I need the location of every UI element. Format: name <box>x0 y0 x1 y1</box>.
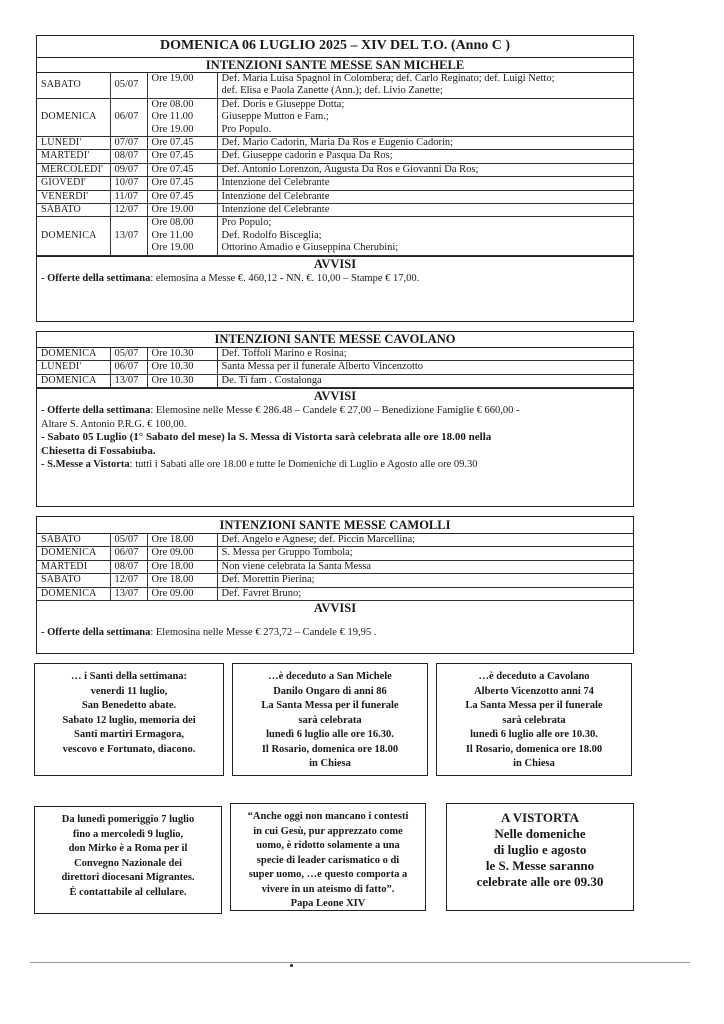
table-row <box>37 534 633 547</box>
day-label: LUNEDI' <box>41 361 82 373</box>
time-label: Ore 19.00 <box>151 123 194 135</box>
camolli-title: INTENZIONI SANTE MESSE CAMOLLI <box>37 517 633 534</box>
time-label: Ore 19.00 <box>151 242 194 254</box>
card-line: specie di leader carismatico o di <box>256 854 400 866</box>
card-line: È contattabile al cellulare. <box>69 886 187 898</box>
day-label: DOMENICA <box>41 374 97 386</box>
table-row <box>37 98 633 136</box>
date-label: 12/07 <box>114 204 139 216</box>
intention-label: Intenzione del Celebrante <box>221 177 330 189</box>
vistorta-label: - S.Messe a Vistorta <box>41 459 130 471</box>
day-label: SABATO <box>41 574 81 586</box>
camolli-section <box>36 516 634 654</box>
san-michele-avvisi-title: AVVISI <box>37 256 633 272</box>
offerte-text: : elemosina a Messe €. 460,12 - NN. €. 10,00 – Stampe € 17,00. <box>150 272 420 284</box>
time-label: Ore 18.00 <box>151 574 194 586</box>
table-row <box>37 587 633 600</box>
card-line: venerdì 11 luglio, <box>90 685 168 697</box>
card-line: “Anche oggi non mancano i contesti <box>247 811 409 822</box>
sabato-notice-2: Chiesetta di Fossabiuba. <box>41 444 156 457</box>
date-cell <box>110 163 147 176</box>
cavolano-avvisi-title: AVVISI <box>37 388 633 404</box>
time-cell <box>147 560 217 573</box>
day-label: MARTEDI <box>41 560 88 572</box>
time-cell <box>147 137 217 150</box>
date-label: 11/07 <box>114 190 139 202</box>
offerte-label: - Offerte della settimana <box>41 627 151 639</box>
date-cell <box>110 73 147 98</box>
date-cell <box>110 361 147 374</box>
intention-cell <box>217 204 633 217</box>
time-label: Ore 07.45 <box>151 177 194 189</box>
sabato-notice-1: - Sabato 05 Luglio (1° Sabato del mese) la S. Messa di Vistorta sarà celebrata alle ore 18.00 nella <box>41 431 492 444</box>
date-label: 06/07 <box>114 547 139 559</box>
time-cell <box>147 374 217 387</box>
offerte-text: : Elemosina nelle Messe € 273,72 – Candele € 19,95 . <box>150 627 377 639</box>
intention-cell <box>217 374 633 387</box>
time-label: Ore 07.45 <box>151 190 194 202</box>
table-row <box>37 560 633 573</box>
time-cell <box>147 547 217 560</box>
intention-label: Def. Giuseppe cadorin e Pasqua Da Ros; <box>221 150 393 162</box>
card-line: A VISTORTA <box>501 810 579 825</box>
date-label: 10/07 <box>114 177 139 189</box>
day-cell <box>37 587 110 600</box>
table-row <box>37 217 633 255</box>
time-cell <box>147 361 217 374</box>
date-cell <box>110 574 147 587</box>
card-line: Da lunedì pomeriggio 7 luglio <box>61 814 195 825</box>
card-line: La Santa Messa per il funerale <box>465 700 603 711</box>
time-cell <box>147 217 217 255</box>
day-cell <box>37 163 110 176</box>
intention-label: Def. Doris e Giuseppe Dotta; <box>221 98 345 110</box>
card-line: San Benedetto abate. <box>81 700 177 711</box>
card-line: … i Santi della settimana: <box>70 671 188 682</box>
card-line: Papa Leone XIV <box>290 898 366 909</box>
time-cell <box>147 150 217 163</box>
date-cell <box>110 137 147 150</box>
day-cell <box>37 217 110 255</box>
intention-label: Pro Populo. <box>221 123 272 135</box>
card-line: vescovo e Fortunato, diacono. <box>62 743 196 755</box>
table-row <box>37 574 633 587</box>
table-row <box>37 163 633 176</box>
card-line: di luglio e agosto <box>493 842 587 857</box>
vistorta-text: : tutti i Sabati alle ore 18.00 e tutte le Domeniche di Luglio e Agosto alle ore 09.30 <box>129 459 478 471</box>
offerte-label: - Offerte della settimana <box>41 272 151 284</box>
time-label: Ore 09.00 <box>151 547 194 559</box>
cavolano-offerte <box>37 404 633 472</box>
day-cell <box>37 137 110 150</box>
intention-cell <box>217 137 633 150</box>
intention-cell <box>217 560 633 573</box>
intention-label: S. Messa per Gruppo Tombola; <box>221 547 353 559</box>
table-row <box>37 348 633 361</box>
intention-label: Def. Maria Luisa Spagnol in Colombera; def. Carlo Reginato; def. Luigi Netto; <box>221 73 555 84</box>
card-line: Sabato 12 luglio, memoria dei <box>62 714 196 726</box>
table-row <box>37 190 633 203</box>
day-label: VENERDI' <box>41 190 89 202</box>
date-cell <box>110 177 147 190</box>
vistorta-card <box>446 803 634 911</box>
time-label: Ore 07.45 <box>151 137 194 149</box>
time-label: Ore 11.00 <box>151 111 194 123</box>
date-label: 05/07 <box>114 534 139 545</box>
intention-label: Def. Angelo e Agnese; def. Piccin Marcellina; <box>221 534 416 545</box>
intention-cell <box>217 547 633 560</box>
day-label: DOMENICA <box>41 229 97 241</box>
date-label: 05/07 <box>114 348 139 359</box>
time-label: Ore 08.00 <box>151 98 194 110</box>
cavolano-title: INTENZIONI SANTE MESSE CAVOLANO <box>37 332 633 348</box>
day-cell <box>37 534 110 547</box>
card-line: in cui Gesù, pur apprezzato come <box>253 825 403 837</box>
citazione-card <box>230 803 426 911</box>
day-cell <box>37 73 110 98</box>
card-line: …è deceduto a Cavolano <box>478 671 590 682</box>
date-cell <box>110 98 147 136</box>
card-line: Danilo Ongaro di anni 86 <box>273 685 387 697</box>
day-cell <box>37 150 110 163</box>
time-label: Ore 09.00 <box>151 587 194 599</box>
time-cell <box>147 574 217 587</box>
time-cell <box>147 190 217 203</box>
day-label: SABATO <box>41 204 81 216</box>
card-line: fino a mercoledì 9 luglio, <box>72 828 184 840</box>
card-line: Il Rosario, domenica ore 18.00 <box>261 743 399 755</box>
day-label: DOMENICA <box>41 587 97 599</box>
card-line: super uomo, …e questo comporta a <box>248 869 408 880</box>
intention-cell <box>217 73 633 98</box>
intention-label: Def. Mario Cadorin, Maria Da Ros e Eugenio Cadorin; <box>221 137 454 149</box>
day-label: MARTEDI' <box>41 150 90 162</box>
decesso-san-michele-card <box>232 663 428 776</box>
day-cell <box>37 374 110 387</box>
time-cell <box>147 98 217 136</box>
intention-label: Def. Antonio Lorenzon, Augusta Da Ros e Giovanni Da Ros; <box>221 163 479 175</box>
intention-label: Non viene celebrata la Santa Messa <box>221 560 372 572</box>
date-cell <box>110 547 147 560</box>
decesso-cavolano-card <box>436 663 632 776</box>
san-michele-table <box>37 73 633 256</box>
time-label: Ore 10.30 <box>151 361 194 373</box>
day-label: DOMENICA <box>41 547 97 559</box>
card-line: in Chiesa <box>513 758 555 769</box>
intention-cell <box>217 177 633 190</box>
time-label: Ore 07.45 <box>151 163 194 175</box>
card-line: sarà celebrata <box>298 714 362 726</box>
date-cell <box>110 348 147 361</box>
intention-label: Def. Morettin Pierina; <box>221 574 315 586</box>
date-cell <box>110 217 147 255</box>
intention-label: De. Ti fam . Costalonga <box>221 374 322 386</box>
day-label: SABATO <box>41 534 81 545</box>
card-line: Convegno Nazionale dei <box>74 857 182 869</box>
table-row <box>37 361 633 374</box>
table-row <box>37 137 633 150</box>
date-label: 06/07 <box>114 111 139 123</box>
intention-cell <box>217 190 633 203</box>
santi-card <box>34 663 224 776</box>
card-line: sarà celebrata <box>502 714 566 726</box>
san-michele-section <box>36 35 634 322</box>
intention-label: Def. Favret Bruno; <box>221 587 302 599</box>
intention-cell <box>217 361 633 374</box>
date-label: 12/07 <box>114 574 139 586</box>
page-title: DOMENICA 06 LUGLIO 2025 – XIV DEL T.O. (Anno C ) <box>37 36 633 58</box>
cavolano-section <box>36 331 634 507</box>
san-michele-offerte <box>37 272 633 286</box>
day-label: LUNEDI' <box>41 137 82 149</box>
intention-cell <box>217 150 633 163</box>
time-cell <box>147 348 217 361</box>
san-michele-title: INTENZIONI SANTE MESSE SAN MICHELE <box>37 58 633 73</box>
card-line: La Santa Messa per il funerale <box>261 700 399 711</box>
intention-label: def. Elisa e Paola Zanette (Ann.); def. Livio Zanette; <box>221 85 443 97</box>
camolli-offerte <box>37 616 633 640</box>
intention-cell <box>217 534 633 547</box>
card-line: celebrate alle ore 09.30 <box>476 874 604 889</box>
card-line: …è deceduto a San Michele <box>268 671 392 682</box>
intention-cell <box>217 98 633 136</box>
table-row <box>37 150 633 163</box>
date-label: 09/07 <box>114 163 139 175</box>
card-line: direttori diocesani Migrantes. <box>61 872 195 883</box>
time-cell <box>147 177 217 190</box>
day-cell <box>37 361 110 374</box>
date-label: 13/07 <box>114 587 139 599</box>
intention-label: Intenzione del Celebrante <box>221 190 330 202</box>
date-cell <box>110 560 147 573</box>
day-label: DOMENICA <box>41 111 97 123</box>
day-cell <box>37 348 110 361</box>
intention-label: Def. Toffoli Marino e Rosina; <box>221 348 347 359</box>
date-cell <box>110 587 147 600</box>
date-cell <box>110 190 147 203</box>
intention-cell <box>217 217 633 255</box>
card-line: le S. Messe saranno <box>485 858 595 873</box>
intention-cell <box>217 348 633 361</box>
offerte-text-2: Altare S. Antonio P.R.G. € 100,00. <box>41 418 187 430</box>
intention-label: Giuseppe Mutton e Fam.; <box>221 111 329 123</box>
bottom-rule <box>30 962 690 963</box>
camolli-avvisi-title: AVVISI <box>313 601 357 616</box>
table-row <box>37 374 633 387</box>
date-label: 06/07 <box>114 361 139 373</box>
card-line: in Chiesa <box>309 758 351 769</box>
time-label: Ore 07.45 <box>151 150 194 162</box>
offerte-text-1: : Elemosine nelle Messe € 286.48 – Candele € 27,00 – Benedizione Famiglie € 660,00 - <box>150 405 520 417</box>
card-line: Il Rosario, domenica ore 18.00 <box>465 743 603 755</box>
date-label: 07/07 <box>114 137 139 149</box>
intention-label: Pro Populo; <box>221 217 272 229</box>
day-label: MERCOLEDI' <box>41 163 104 175</box>
day-cell <box>37 204 110 217</box>
cavolano-table <box>37 348 633 388</box>
time-label: Ore 18.00 <box>151 534 194 545</box>
date-cell <box>110 374 147 387</box>
bottom-dot <box>290 964 293 967</box>
day-cell <box>37 98 110 136</box>
time-label: Ore 10.30 <box>151 348 194 359</box>
date-cell <box>110 150 147 163</box>
time-label: Ore 19.00 <box>151 73 194 84</box>
card-line: don Mirko è a Roma per il <box>68 843 188 854</box>
day-label: SABATO <box>41 79 81 91</box>
intention-cell <box>217 587 633 600</box>
card-line: Santi martiri Ermagora, <box>74 729 184 740</box>
date-label: 13/07 <box>114 374 139 386</box>
card-line: Alberto Vicenzotto anni 74 <box>474 685 594 697</box>
day-cell <box>37 547 110 560</box>
intention-label: Ottorino Amadio e Giuseppina Cherubini; <box>221 242 399 254</box>
time-cell <box>147 587 217 600</box>
time-label: Ore 10.30 <box>151 374 194 386</box>
time-cell <box>147 73 217 98</box>
time-label: Ore 19.00 <box>151 204 194 216</box>
date-cell <box>110 534 147 547</box>
time-cell <box>147 204 217 217</box>
date-label: 13/07 <box>114 229 139 241</box>
card-line: Nelle domeniche <box>494 826 586 841</box>
card-line: vivere in un ateismo di fatto”. <box>261 883 395 895</box>
offerte-label: - Offerte della settimana <box>41 405 151 417</box>
table-row <box>37 73 633 98</box>
table-row <box>37 177 633 190</box>
intention-cell <box>217 163 633 176</box>
day-label: GIOVEDI' <box>41 177 87 189</box>
date-label: 08/07 <box>114 560 139 572</box>
intention-cell <box>217 574 633 587</box>
day-label: DOMENICA <box>41 348 97 359</box>
date-label: 05/07 <box>114 79 139 91</box>
date-label: 08/07 <box>114 150 139 162</box>
card-line: lunedì 6 luglio alle ore 10.30. <box>470 729 598 740</box>
time-label: Ore 11.00 <box>151 229 194 241</box>
time-cell <box>147 163 217 176</box>
card-line: lunedì 6 luglio alle ore 16.30. <box>266 729 394 740</box>
day-cell <box>37 560 110 573</box>
day-cell <box>37 190 110 203</box>
table-row <box>37 204 633 217</box>
time-label: Ore 08.00 <box>151 217 194 229</box>
don-mirko-card <box>34 806 222 914</box>
card-line: uomo, è ridotto solamente a una <box>256 840 400 851</box>
camolli-table <box>37 534 633 601</box>
intention-label: Def. Rodolfo Bisceglia; <box>221 229 322 241</box>
intention-label: Santa Messa per il funerale Alberto Vincenzotto <box>221 361 424 373</box>
day-cell <box>37 574 110 587</box>
intention-label: Intenzione del Celebrante <box>221 204 330 216</box>
day-cell <box>37 177 110 190</box>
date-cell <box>110 204 147 217</box>
table-row <box>37 547 633 560</box>
time-label: Ore 18.00 <box>151 560 194 572</box>
time-cell <box>147 534 217 547</box>
